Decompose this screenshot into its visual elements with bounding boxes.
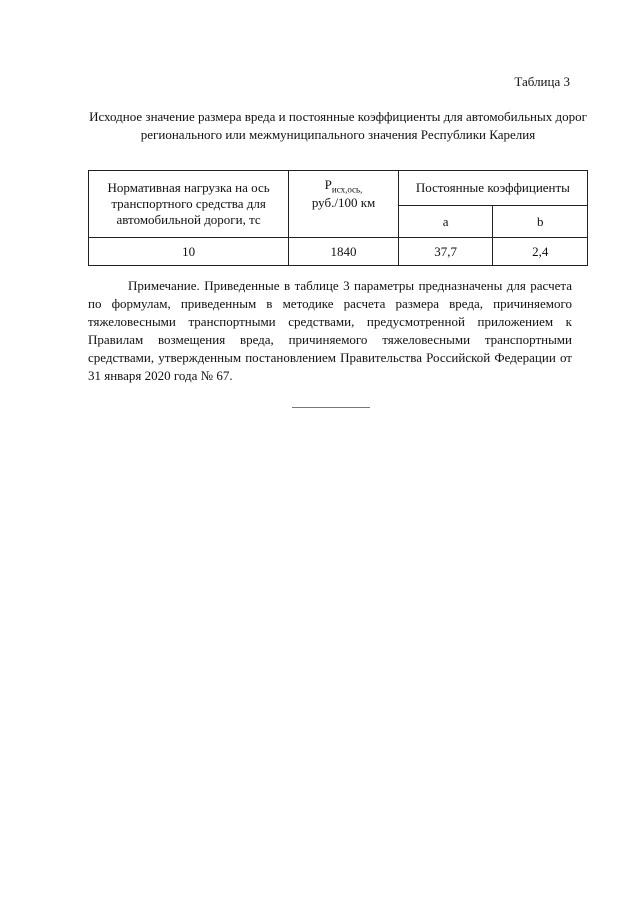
table-number-label: Таблица 3 — [514, 74, 570, 89]
table-note: Примечание. Приведенные в таблице 3 параметры предназначены для расчета по формулам, приведенным в методике расчета размера вреда, причиняемого тяжеловесными транспортными средствами, предусмотренной приложением к Правилам возмещения вреда, причиняемого тяжеловесными транспортными средствами, утвержденным постановлением Правительства Российской Федерации от 31 января 2020 года № 67. — [88, 278, 572, 383]
p-unit: руб./100 км — [311, 194, 376, 210]
cell-a: 37,7 — [398, 238, 493, 266]
header-axle-load: Нормативная нагрузка на ось транспортного средства для автомобильной дороги, тс — [89, 171, 289, 238]
coefficients-table — [88, 170, 588, 266]
header-p-initial — [289, 171, 399, 238]
cell-b: 2,4 — [493, 238, 588, 266]
table-row — [89, 238, 588, 266]
header-coeff-b: b — [493, 206, 588, 238]
header-constant-coefficients: Постоянные коэффициенты — [398, 171, 587, 206]
table-header-row — [89, 171, 588, 206]
end-divider — [292, 407, 370, 408]
p-subscript: исх,ось, — [331, 184, 363, 195]
p-symbol: P — [324, 177, 332, 192]
cell-load: 10 — [89, 238, 289, 266]
header-coeff-a: a — [398, 206, 493, 238]
table-caption: Исходное значение размера вреда и постоянные коэффициенты для автомобильных дорог регионального или межмуниципального значения Республики Карелия — [89, 109, 587, 142]
cell-p: 1840 — [289, 238, 399, 266]
